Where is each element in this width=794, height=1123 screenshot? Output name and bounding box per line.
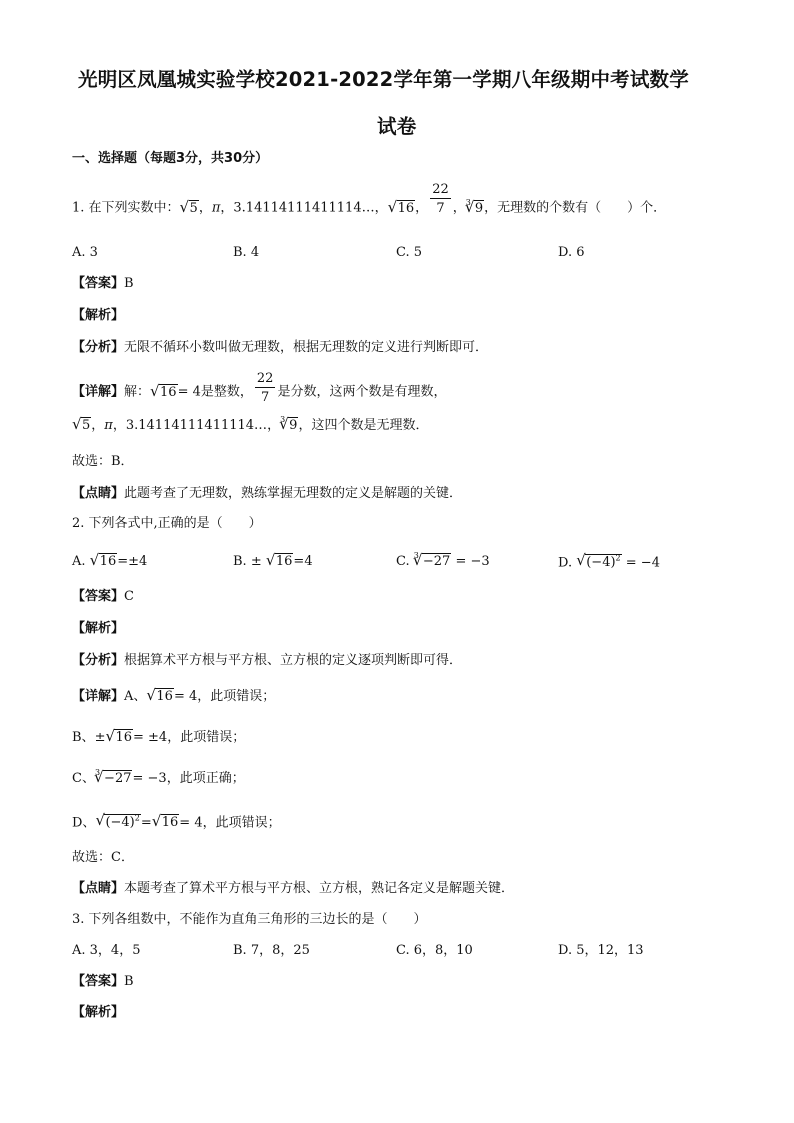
q2-option-c: C. $^3$√ −27 = −3 (396, 555, 490, 568)
q2-analyze: 【分析】根据算术平方根与平方根、立方根的定义逐项判断即可得． (72, 653, 463, 668)
cube-index: 3 (465, 197, 471, 207)
q2-option-d: D. √ $(-4)^2 = -4$ (558, 555, 660, 569)
page-title-line2: 试卷 (377, 115, 417, 138)
q1-stem (72, 182, 667, 224)
section-heading: 一、选择题（每题3分，共30分） (72, 151, 269, 166)
q2-comment: 【点睛】本题考查了算术平方根与平方根、立方根，熟记各定义是解题关键． (72, 881, 515, 896)
q1-option-b: B. 4 (233, 245, 260, 260)
q3-stem: 3. 下列各组数中，不能作为直角三角形的三边长的是（ ） (72, 912, 427, 927)
q3-option-c: C. 6，8，10 (396, 943, 473, 958)
sqrt5: √ 5 (180, 202, 199, 215)
q1-option-c: C. 5 (396, 245, 423, 260)
q2-detail-b: B、±√ 16= ±4，此项错误； (72, 731, 245, 744)
q1-prefix: 1. 在下列实数中： (72, 200, 180, 216)
q1-analysis-label: 【解析】 (72, 308, 125, 323)
q2-stem: 2. 下列各式中,正确的是（ ） (72, 516, 262, 531)
q1-comment: 【点睛】此题考查了无理数，熟练掌握无理数的定义是解题的关键． (72, 486, 463, 501)
q3-option-a: A. 3，4，5 (72, 943, 141, 958)
q2-option-a: A. √ 16=±4 (72, 555, 147, 568)
q2-option-b: B. ± √ 16=4 (233, 555, 313, 568)
q1-answer: 【答案】B (72, 276, 134, 291)
q1-option-d: D. 6 (558, 245, 585, 260)
page-title: 光明区凤凰城实验学校2021-2022学年第一学期八年级期中考试数学 (78, 68, 689, 91)
decimal: 3.14114111411114… (233, 200, 375, 216)
q2-analysis-label: 【解析】 (72, 621, 125, 636)
comma: ， (415, 200, 429, 216)
sqrt16: √ 16 (388, 202, 416, 215)
q2-detail-d: D、√ $(-4)^2=√$ 16= 4，此项错误； (72, 815, 281, 829)
q2-detail-c: C、$^3$√ −27= −3，此项正确； (72, 772, 245, 785)
q3-analysis-label: 【解析】 (72, 1005, 125, 1020)
q1-detail: 【详解】解：√ 16= 4是整数， $\frac{22}{7}$ 是分数，这两个数是有理数， (72, 376, 446, 408)
q1-suffix: ，无理数的个数有（ ）个． (484, 200, 667, 216)
pi-symbol: π (211, 200, 221, 216)
comma: ， (198, 200, 212, 216)
q1-detail-line2: √ 5，π，3.14114111411114…，$^3$√ 9，这四个数是无理数． (72, 419, 428, 432)
q2-answer: 【答案】C (72, 589, 134, 604)
comma: ， (374, 200, 388, 216)
q1-choose: 故选：B． (72, 454, 134, 469)
q2-detail-a: 【详解】A、√ 16= 4，此项错误； (72, 690, 275, 703)
q1-option-a: A. 3 (72, 245, 98, 260)
q1-analyze: 【分析】无限不循环小数叫做无理数，根据无理数的定义进行判断即可． (72, 340, 489, 355)
q3-option-d: D. 5，12，13 (558, 943, 644, 958)
fraction-22-7: $\frac{22}{7}$ (432, 182, 449, 216)
q3-answer: 【答案】B (72, 974, 134, 989)
q3-option-b: B. 7，8，25 (233, 943, 310, 958)
cbrt9: √ 9 (465, 202, 484, 215)
comma: ， (452, 200, 466, 216)
comma: ， (220, 200, 234, 216)
q2-choose: 故选：C． (72, 850, 134, 865)
